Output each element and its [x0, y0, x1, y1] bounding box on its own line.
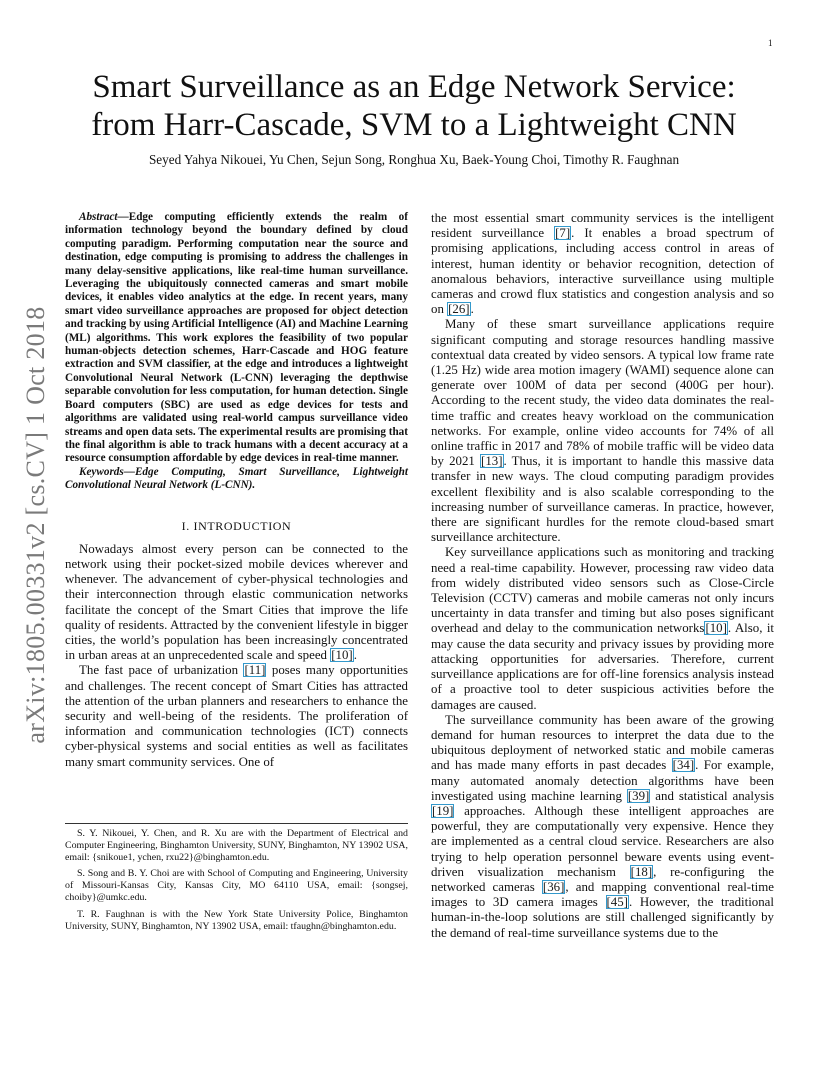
citation-link[interactable]: [26]	[448, 302, 470, 317]
keywords: Keywords—Edge Computing, Smart Surveillance, Lightweight Convolutional Neural Network (L-CNN).	[65, 465, 408, 492]
citation-link[interactable]: [10]	[705, 621, 727, 636]
arxiv-identifier	[16, 290, 56, 760]
arxiv-identifier-text: arXiv:1805.00331v2 [cs.CV] 1 Oct 2018	[21, 306, 50, 744]
title-line-2: from Harr-Cascade, SVM to a Lightweight CNN	[91, 107, 737, 143]
footnotes	[65, 828, 408, 937]
page-number: 1	[768, 38, 773, 48]
citation-link[interactable]: [34]	[672, 758, 695, 773]
right-paragraph-2: Many of these smart surveillance applications require significant computing and storage resources handling massive contextual data created by video sensors. A typical low frame rate (1.25 Hz) wide area motion imagery (WAMI) sequence alone can generate over 100M of data per second (400G per hour). According to the recent study, the video data dominates the real-time traffic and creates heavy workload on the communication networks. For example, online video accounts for 74% of all online traffic in 2017 and 78% of mobile traffic will be video data by 2021 [13]. Thus, it is important to handle this massive data transfer in new ways. The cloud computing paradigm provides excellent flexibility and is also scalable corresponding to the increasing number of surveillance cameras. In practice, however, there are significant hurdles for the remote cloud-based smart surveillance architecture.	[431, 317, 774, 545]
right-paragraph-1: the most essential smart community services is the intelligent resident surveillance [7]. It enables a broad spectrum of promising applications, including access control in areas of interest, human identity or behavior recognition, detection of anomalous behaviors, interactive surveillance using multiple cameras and crowd flux statistics and congestion analysis and so on [26].	[431, 211, 774, 317]
left-column	[65, 211, 408, 770]
paper-title	[60, 68, 768, 144]
citation-link[interactable]: [7]	[555, 226, 571, 241]
author-list: Seyed Yahya Nikouei, Yu Chen, Sejun Song, Ronghua Xu, Baek-Young Choi, Timothy R. Faughnan	[148, 152, 680, 167]
abstract	[65, 211, 408, 466]
footnote-divider	[65, 823, 408, 824]
right-paragraph-4: The surveillance community has been aware of the growing demand for human resources to interpret the data due to the ubiquitous deployment of networked static and mobile cameras and has made many efforts in past decades [34]. For example, many automated anomaly detection algorithms have been investigated using machine learning [39] and statistical analysis [19] approaches. Although these intelligent approaches are powerful, they are computationally very expensive. Hence they are implemented as a central cloud service. Researchers are also trying to help operation personnel beware events using event-driven visualization mechanism [18], re-configuring the networked cameras [36], and mapping conventional real-time images to 3D camera images [45]. However, the traditional human-in-the-loop solutions are still challenged significantly by the demand of real-time surveillance systems due to the	[431, 712, 775, 940]
intro-paragraph-1: Nowadays almost every person can be connected to the network using their pocket-sized mobile devices wherever and whenever. The advancement of cyber-physical technologies and their interconnection through elastic communication networks facilitate the concept of the Smart Cities that improve the life quality of residents. Attracted by the convenient lifestyle in bigger cities, the world’s population has been increasingly concentrated in urban areas at an unprecedented scale and speed [10].	[65, 541, 408, 663]
footnote-2: S. Song and B. Y. Choi are with School of Computing and Engineering, University of Missouri-Kansas City, Kansas City, MO 64110 USA, email: {songsej, choiby}@umkc.edu.	[65, 868, 408, 904]
section-heading-introduction: I. INTRODUCTION	[181, 518, 292, 533]
citation-link[interactable]: [18]	[630, 864, 653, 879]
citation-link[interactable]: [10]	[331, 648, 353, 663]
citation-link[interactable]: [11]	[244, 663, 266, 678]
right-paragraph-3: Key surveillance applications such as monitoring and tracking need a real-time capability. However, processing raw video data from widely distributed video sensors such as Close-Circle Television (CCTV) cameras and mobile cameras not only incurs uncertainty in data transfer and timing but also poses significant overhead and delay to the communication networks[10]. Also, it may cause the data security and privacy issues by providing more attacking opportunities for adversaries. Therefore, current surveillance applications are for off-line forensics analysis instead of a proactive tool to deter suspicious activities before the damages are caused.	[431, 545, 774, 712]
footnote-3: T. R. Faughnan is with the New York State University Police, Binghamton University, SUNY, Binghamton, NY 13902 USA, email: tfaughn@binghamton.edu.	[65, 908, 408, 932]
citation-link[interactable]: [13]	[481, 454, 503, 469]
citation-link[interactable]: [36]	[542, 879, 565, 894]
right-column	[431, 211, 774, 941]
abstract-text: —Edge computing efficiently extends the realm of information technology beyond the boundary defined by cloud computing paradigm. Performing computation near the source and destination, edge computing is promising to address the challenges in many delay-sensitive applications, like real-time human surveillance. Leveraging the ubiquitously connected cameras and smart mobile devices, it enables video analytics at the edge. In recent years, many smart video surveillance approaches are proposed for object detection and tracking by using Artificial Intelligence (AI) and Machine Learning (ML) algorithms. This work explores the feasibility of two popular human-objects detection schemes, Harr-Cascade and HOG feature extraction and SVM classifier, at the edge and introduces a lightweight Convolutional Neural Network (L-CNN) leveraging the depthwise separable convolution for less computation, for human detection. Single Board computers (SBC) are used as edge devices for tests and algorithms are validated using real-world campus surveillance video streams and open data sets. The experimental results are promising that the final algorithm is able to track humans with a decent accuracy at a resource consumption affordable by edge devices in real-time manner.	[65, 211, 408, 465]
citation-link[interactable]: [19]	[432, 803, 454, 818]
citation-link[interactable]: [45]	[606, 895, 628, 910]
abstract-label: Abstract	[79, 211, 118, 223]
footnote-1: S. Y. Nikouei, Y. Chen, and R. Xu are with the Department of Electrical and Computer Engineering, Binghamton University, SUNY, Binghamton, NY 13902 USA, email: {snikoue1, ychen, rxu22}@binghamton.edu.	[65, 828, 408, 864]
citation-link[interactable]: [39]	[627, 788, 650, 803]
intro-paragraph-2: The fast pace of urbanization [11] poses many opportunities and challenges. The recent concept of Smart Cities has attracted the attention of the urban planners and researchers to enhance the security and well-being of the residents. The proliferation of information and communication technologies (ICT) connects cyber-physical systems and social entities as well as facilitates many smart community services. One of	[65, 663, 408, 769]
title-line-1: Smart Surveillance as an Edge Network Service:	[92, 69, 736, 105]
